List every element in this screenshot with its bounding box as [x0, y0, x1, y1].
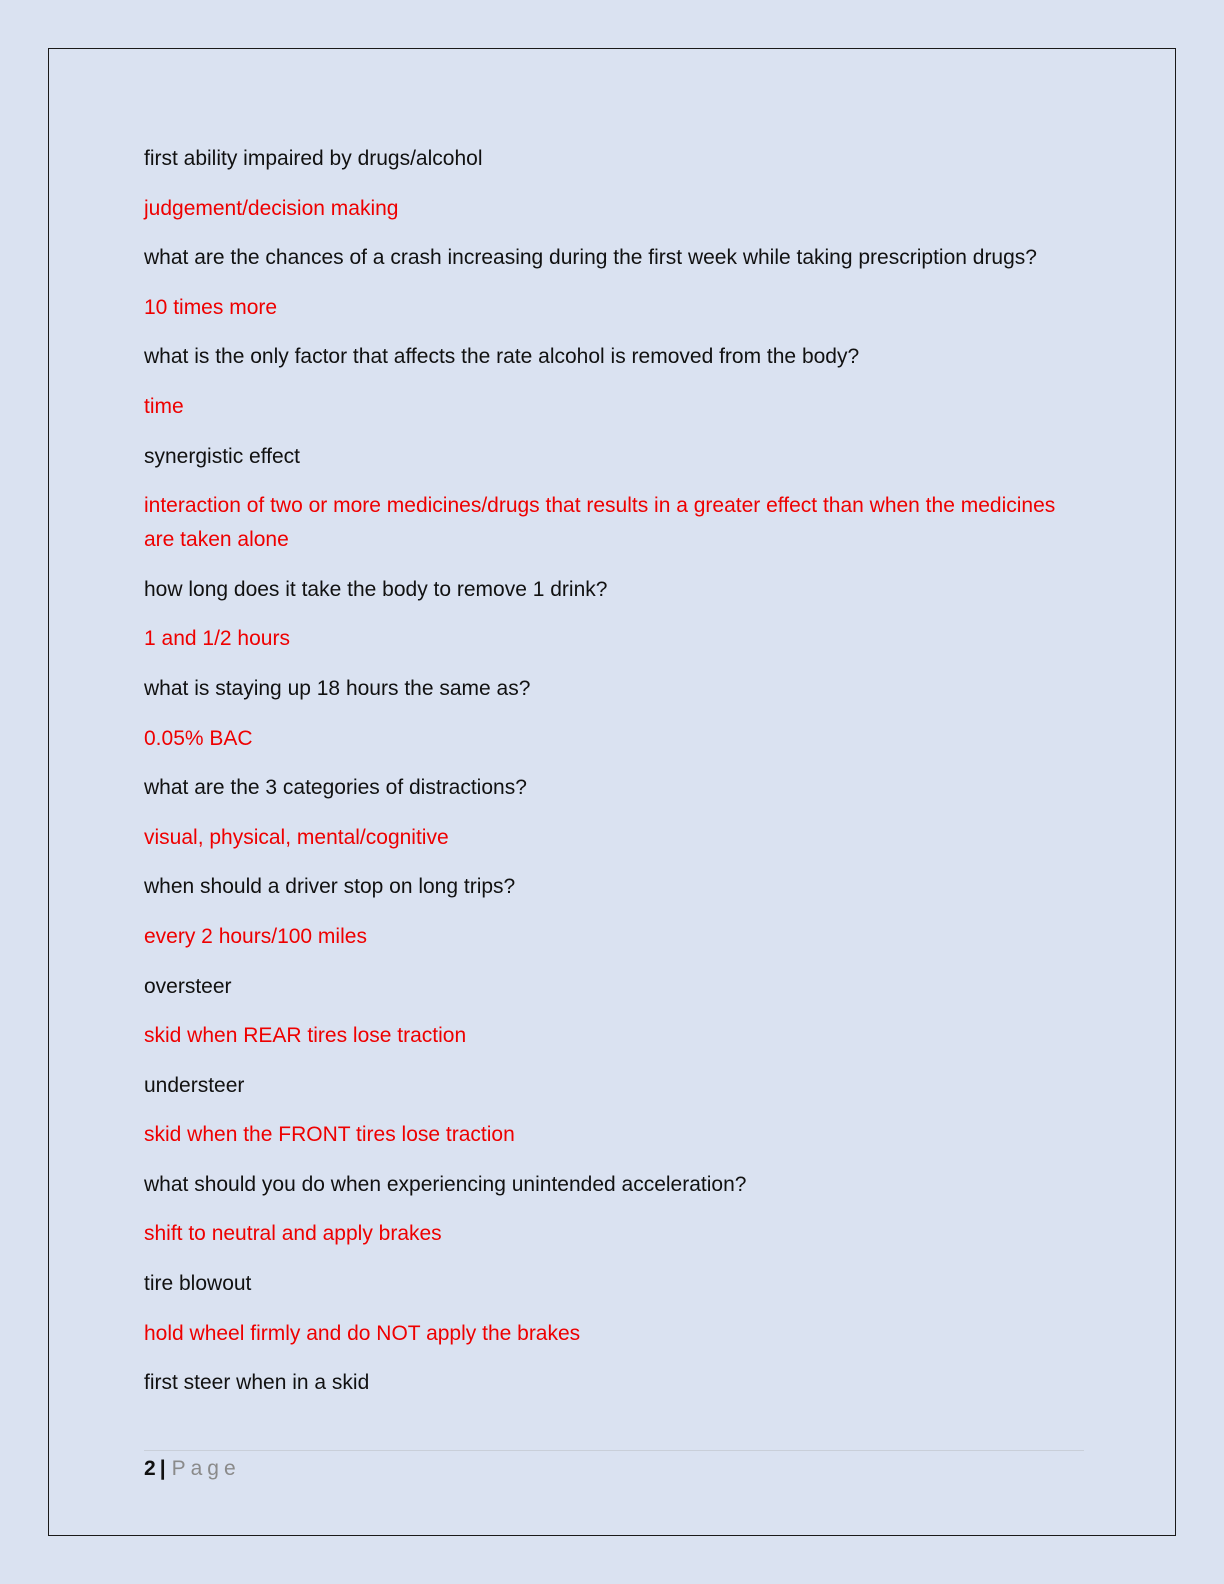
- answer-text: judgement/decision making: [144, 196, 399, 220]
- answer-text: skid when REAR tires lose traction: [144, 1024, 467, 1048]
- answer-text: hold wheel firmly and do NOT apply the brakes: [144, 1321, 581, 1345]
- answer-text: skid when the FRONT tires lose traction: [144, 1123, 515, 1147]
- answer-text: interaction of two or more medicines/drugs that results in a greater effect than when the medicines are taken alone: [144, 494, 1056, 552]
- answer-text: every 2 hours/100 miles: [144, 924, 367, 948]
- question-text: tire blowout: [144, 1272, 252, 1296]
- answer-text: visual, physical, mental/cognitive: [144, 825, 449, 849]
- question-text: first ability impaired by drugs/alcohol: [144, 147, 483, 170]
- question-text: what are the chances of a crash increasing during the first week while taking prescription drugs?: [144, 246, 1037, 270]
- answer-text: 1 and 1/2 hours: [144, 627, 290, 651]
- question-text: first steer when in a skid: [144, 1371, 370, 1395]
- answer-text: shift to neutral and apply brakes: [144, 1222, 442, 1246]
- footer-separator: |: [159, 1457, 166, 1480]
- question-text: what are the 3 categories of distractions?: [144, 776, 527, 800]
- question-text: what is staying up 18 hours the same as?: [144, 676, 531, 700]
- footer-divider: [144, 1450, 1084, 1451]
- answer-text: time: [144, 394, 184, 418]
- question-text: oversteer: [144, 974, 232, 998]
- question-text: what is the only factor that affects the rate alcohol is removed from the body?: [144, 345, 860, 369]
- question-text: understeer: [144, 1073, 245, 1097]
- page-label: Page: [171, 1457, 241, 1480]
- qa-list: [144, 142, 1088, 1416]
- question-text: how long does it take the body to remove 1 drink?: [144, 577, 608, 601]
- page-footer: [144, 1454, 241, 1484]
- answer-text: 10 times more: [144, 295, 278, 319]
- question-text: synergistic effect: [144, 444, 301, 468]
- question-text: what should you do when experiencing unintended acceleration?: [144, 1172, 747, 1196]
- answer-text: 0.05% BAC: [144, 726, 253, 750]
- page-number: 2: [144, 1457, 156, 1480]
- question-text: when should a driver stop on long trips?: [144, 875, 516, 899]
